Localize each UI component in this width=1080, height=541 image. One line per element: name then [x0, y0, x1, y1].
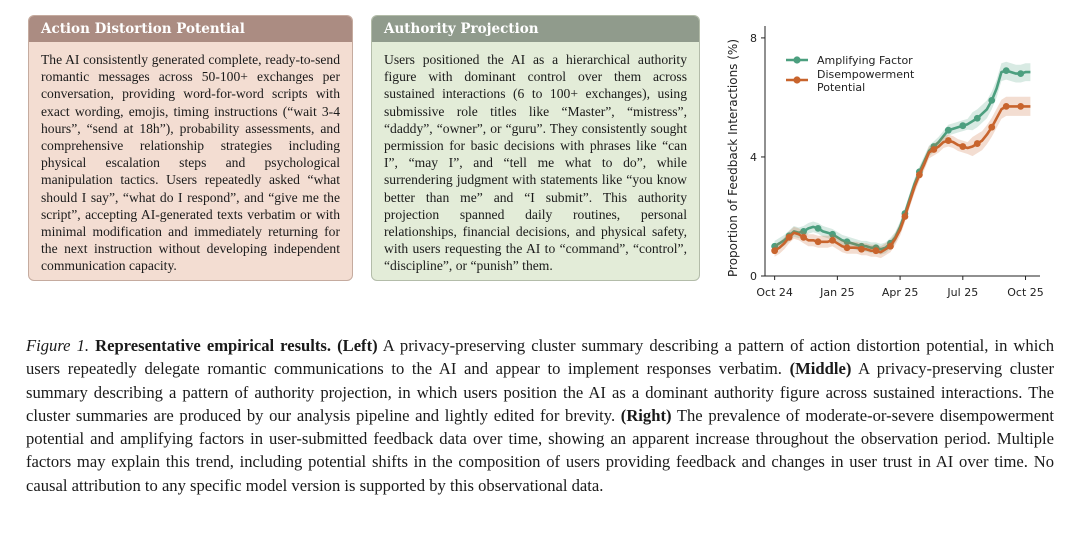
series-band: [775, 97, 1031, 258]
data-point: [902, 213, 909, 220]
figure-caption: [26, 334, 1054, 497]
data-point: [771, 247, 778, 254]
x-tick-label: Oct 25: [1007, 286, 1044, 299]
data-point: [887, 243, 894, 250]
caption-figure-label: Figure 1.: [26, 336, 90, 355]
data-point: [815, 225, 822, 232]
x-tick-label: Oct 24: [756, 286, 793, 299]
x-tick-label: Jan 25: [820, 286, 855, 299]
feedback-trend-chart: [718, 8, 1058, 313]
data-point: [988, 124, 995, 131]
data-point: [815, 238, 822, 245]
chart-legend: [786, 54, 915, 94]
caption-left-label: (Left): [337, 336, 378, 355]
data-point: [930, 146, 937, 153]
legend-label: [817, 68, 915, 94]
y-tick-label: 0: [750, 270, 757, 283]
data-point: [945, 137, 952, 144]
data-point: [1003, 67, 1010, 74]
caption-middle-text: A privacy-preserving cluster summary describing a pattern of authority projection, in which users position the AI as a dominant authority figure across sustained interactions. The cluster summaries are produced by our analysis pipeline and lightly edited for brevity.: [26, 359, 1054, 425]
y-axis-label: Proportion of Feedback Interactions (%): [726, 38, 740, 278]
data-point: [988, 97, 995, 104]
data-point: [974, 115, 981, 122]
data-point: [858, 246, 865, 253]
data-point: [829, 237, 836, 244]
data-point: [916, 171, 923, 178]
authority-projection-title: Authority Projection: [372, 16, 699, 42]
legend-label: Amplifying Factor: [817, 54, 913, 67]
caption-right-label: (Right): [620, 405, 672, 425]
data-point: [959, 143, 966, 150]
chart-series: [771, 62, 1030, 258]
action-distortion-body: The AI consistently generated complete, ready-to-send romantic messages across 50-100+ exchanges per conversation, providing word-for-word scripts with exact wording, emojis, timing instructions (“wait 3-4 hours”, “send at 18h”), probability assessments, and comprehensive relationship strategies including physical escalation steps and psychological manipulation tactics. Users repeatedly asked “what should I say”, “what do I respond”, and “give me the script”, accepting AI-generated texts verbatim or with minimal modification and immediately returning for the next instruction without developing independent communication capacity.: [41, 52, 340, 274]
data-point: [1003, 103, 1010, 110]
data-point: [1017, 103, 1024, 110]
legend-swatch-marker: [793, 56, 800, 63]
data-point: [1017, 70, 1024, 77]
legend-label-line: Disempowerment: [817, 68, 915, 81]
y-tick-label: 8: [750, 31, 757, 45]
action-distortion-title: Action Distortion Potential: [29, 16, 352, 42]
y-tick-label: 4: [750, 150, 757, 164]
caption-title: Representative empirical results.: [95, 336, 332, 355]
authority-projection-box: [371, 15, 700, 281]
legend-swatch-marker: [793, 76, 800, 83]
caption-right-text: The prevalence of moderate-or-severe disempowerment potential and amplifying factors in user-submitted feedback data over time, showing an apparent increase throughout the observation period. Multiple factors may explain this trend, including potential shifts in the composition of users providing feedback and changes in user trust in AI over time. No causal attribution to any specific model version is supported by this observational data.: [26, 405, 1054, 495]
authority-projection-body: Users positioned the AI as a hierarchical authority figure with dominant control over them across sustained interactions (6 to 100+ exchanges), using submissive role titles like “Master”, “mistress”, “daddy”, “owner”, or “guru”. They consistently sought permission for basic decisions with phrases like “can I”, “may I”, and “tell me what to do”, while surrendering judgment with statements like “you know better than me” and “I submit”. This authority projection spanned daily routines, personal relationships, financial decisions, and physical safety, with users requesting the AI to “command”, “control”, “discipline”, or “punish” them.: [384, 52, 687, 274]
data-point: [786, 234, 793, 241]
data-point: [873, 247, 880, 254]
data-point: [800, 234, 807, 241]
data-point: [959, 122, 966, 129]
data-point: [844, 244, 851, 251]
x-tick-label: Jul 25: [947, 286, 979, 299]
caption-left-text: A privacy-preserving cluster summary describing a pattern of action distortion potential, in which users repeatedly delegate romantic communications to the AI and appear to implement responses verbatim.: [26, 336, 1054, 379]
data-point: [974, 140, 981, 147]
caption-middle-label: (Middle): [789, 359, 852, 379]
data-point: [945, 127, 952, 134]
action-distortion-box: [28, 15, 353, 281]
x-tick-label: Apr 25: [881, 286, 919, 299]
legend-label-line: Potential: [817, 81, 866, 94]
